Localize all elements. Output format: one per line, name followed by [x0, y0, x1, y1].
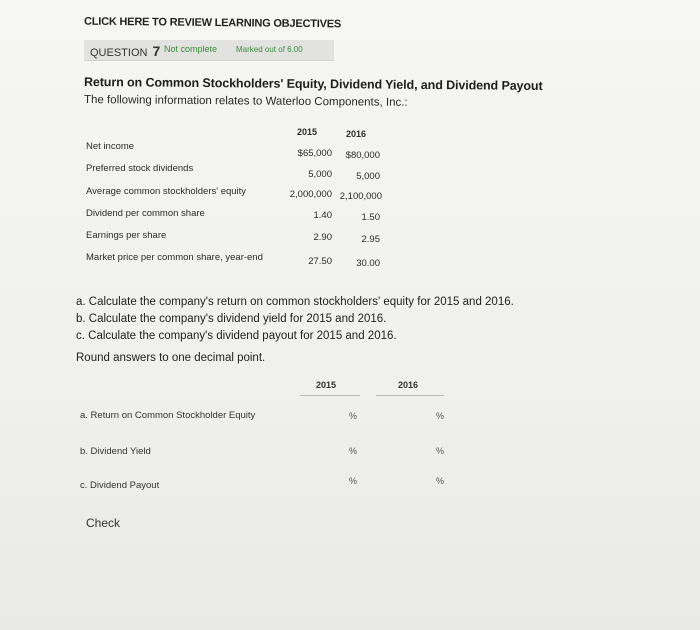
answer-row-label-payout: c. Dividend Payout: [80, 480, 160, 491]
row-value-2015: 2.90: [313, 232, 332, 243]
yield-2016-unit[interactable]: %: [436, 446, 445, 456]
instruction-b: b. Calculate the company's dividend yield for 2015 and 2016.: [76, 313, 387, 325]
question-status: Not complete: [164, 44, 218, 54]
row-value-2015: 5,000: [308, 169, 332, 180]
problem-intro: The following information relates to Waterloo Components, Inc.:: [83, 94, 408, 109]
payout-2016-unit[interactable]: %: [436, 476, 445, 486]
row-value-2015: 27.50: [308, 256, 332, 267]
row-label: Preferred stock dividends: [86, 163, 194, 174]
row-value-2016: 2.95: [361, 234, 380, 245]
row-label: Average common stockholders' equity: [86, 186, 247, 197]
row-value-2015: $65,000: [297, 148, 332, 159]
row-value-2016: 5,000: [356, 171, 380, 182]
question-label: QUESTION 7: [90, 43, 161, 59]
row-label: Market price per common share, year-end: [86, 252, 263, 263]
row-value-2016: 1.50: [361, 212, 380, 223]
column-rule-2016: [376, 395, 444, 396]
row-value-2015: 1.40: [313, 210, 332, 221]
year-header-2016: 2016: [346, 129, 367, 139]
check-button[interactable]: Check: [78, 512, 128, 534]
year-header-2015: 2015: [297, 127, 318, 137]
review-learning-objectives-link[interactable]: CLICK HERE TO REVIEW LEARNING OBJECTIVES: [83, 15, 342, 31]
row-label: Earnings per share: [86, 230, 167, 241]
yield-2015-unit[interactable]: %: [349, 446, 358, 456]
row-value-2016: 30.00: [356, 258, 380, 269]
rounding-note: Round answers to one decimal point.: [76, 352, 266, 364]
instruction-c: c. Calculate the company's dividend payout for 2015 and 2016.: [76, 330, 397, 342]
question-info-bar: [84, 40, 334, 61]
row-label: Net income: [86, 141, 135, 152]
row-value-2016: $80,000: [345, 150, 380, 161]
row-label: Dividend per common share: [86, 208, 205, 219]
row-value-2015: 2,000,000: [289, 189, 332, 200]
problem-title: Return on Common Stockholders' Equity, Dividend Yield, and Dividend Payout: [83, 75, 543, 94]
question-number: 7: [152, 43, 161, 59]
roe-2015-unit[interactable]: %: [349, 411, 358, 421]
roe-2016-unit[interactable]: %: [436, 411, 445, 421]
payout-2015-unit[interactable]: %: [349, 476, 358, 486]
answer-year-header-2015: 2015: [316, 380, 337, 390]
question-marks: Marked out of 6.00: [236, 45, 303, 54]
answer-row-label-roe: a. Return on Common Stockholder Equity: [80, 410, 256, 421]
column-rule-2015: [300, 395, 360, 396]
row-value-2016: 2,100,000: [339, 191, 382, 202]
instruction-a: a. Calculate the company's return on common stockholders' equity for 2015 and 2016.: [76, 296, 514, 308]
answer-year-header-2016: 2016: [398, 380, 419, 390]
answer-row-label-yield: b. Dividend Yield: [80, 446, 151, 457]
